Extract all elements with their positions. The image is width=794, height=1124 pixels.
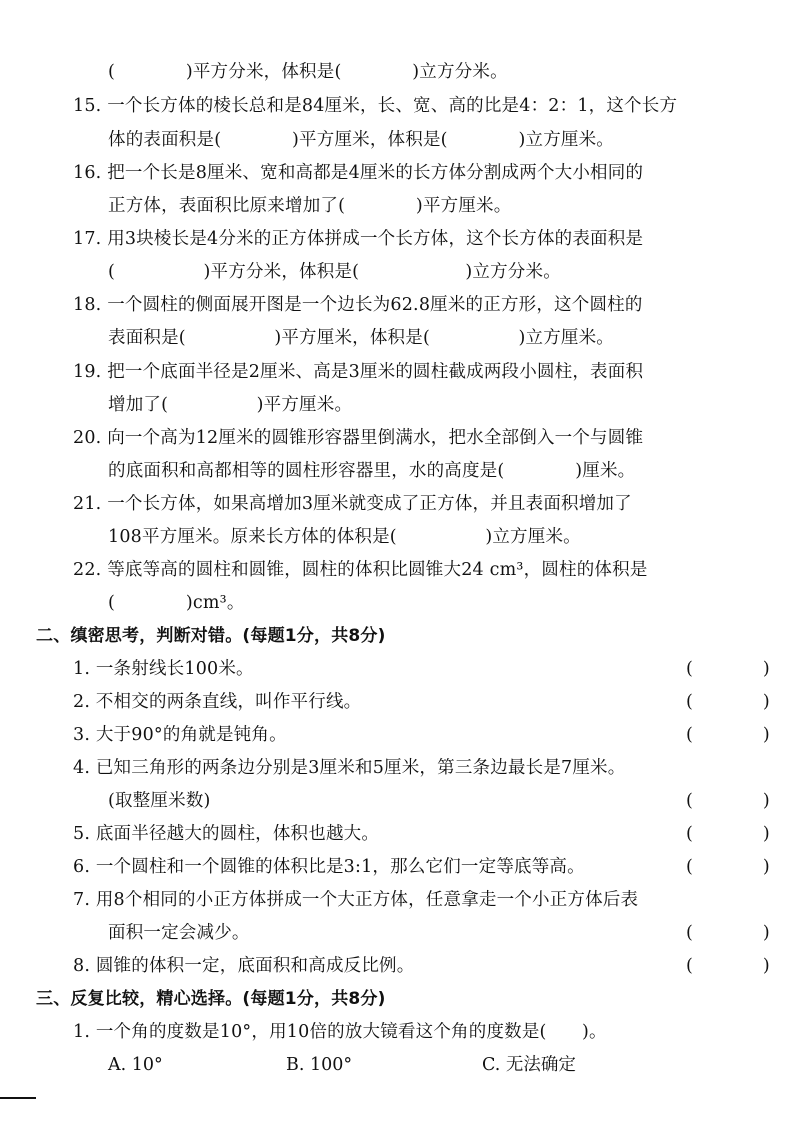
s2-q2: 2. 不相交的两条直线，叫作平行线。 [73,692,362,712]
s2-q3: 3. 大于90°的角就是钝角。 [73,725,287,745]
s2-q4-answer[interactable]: ( ) [686,791,770,811]
s2-q1-answer[interactable]: ( ) [686,659,770,679]
s2-q4-line1: 4. 已知三角形的两条边分别是3厘米和5厘米，第三条边最长是7厘米。 [73,758,626,778]
s3-q1-option-c[interactable]: C. 无法确定 [482,1055,576,1075]
s2-q7-line2: 面积一定会减少。 [108,923,250,943]
q21-line1: 21. 一个长方体，如果高增加3厘米就变成了正方体，并且表面积增加了 [73,494,632,514]
q17-line2: ( )平方分米，体积是( )立方分米。 [108,262,561,282]
s3-q1-option-a[interactable]: A. 10° [108,1055,163,1075]
s2-q7-answer[interactable]: ( ) [686,923,770,943]
s2-q8: 8. 圆锥的体积一定，底面积和高成反比例。 [73,956,415,976]
s2-q2-answer[interactable]: ( ) [686,692,770,712]
q16-line2: 正方体，表面积比原来增加了( )平方厘米。 [108,196,512,216]
q20-line2: 的底面积和高都相等的圆柱形容器里，水的高度是( )厘米。 [108,461,636,481]
section2-title: 二、缜密思考，判断对错。(每题1分，共8分) [36,626,386,646]
s2-q6: 6. 一个圆柱和一个圆锥的体积比是3:1，那么它们一定等底等高。 [73,857,585,877]
q17-line1: 17. 用3块棱长是4分米的正方体拼成一个长方体，这个长方体的表面积是 [73,229,644,249]
q19-line2: 增加了( )平方厘米。 [108,395,353,415]
s2-q5-answer[interactable]: ( ) [686,824,770,844]
q22-line1: 22. 等底等高的圆柱和圆锥，圆柱的体积比圆锥大24 cm³，圆柱的体积是 [73,560,648,580]
q18-line1: 18. 一个圆柱的侧面展开图是一个边长为62.8厘米的正方形，这个圆柱的 [73,295,643,315]
s2-q7-line1: 7. 用8个相同的小正方体拼成一个大正方体，任意拿走一个小正方体后表 [73,890,639,910]
q16-line1: 16. 把一个长是8厘米、宽和高都是4厘米的长方体分割成两个大小相同的 [73,163,644,183]
s2-q5: 5. 底面半径越大的圆柱，体积也越大。 [73,824,380,844]
page-edge-mark [0,1097,36,1099]
q20-line1: 20. 向一个高为12厘米的圆锥形容器里倒满水，把水全部倒入一个与圆锥 [73,428,644,448]
q15-line2: 体的表面积是( )平方厘米，体积是( )立方厘米。 [108,130,615,150]
q22-line2: ( )cm³。 [108,593,245,613]
s3-q1-option-b[interactable]: B. 100° [286,1055,353,1075]
section3-title: 三、反复比较，精心选择。(每题1分，共8分) [36,989,386,1009]
s2-q1: 1. 一条射线长100米。 [73,659,254,679]
s3-q1: 1. 一个角的度数是10°，用10倍的放大镜看这个角的度数是( )。 [73,1022,607,1042]
q18-line2: 表面积是( )平方厘米，体积是( )立方厘米。 [108,328,615,348]
s2-q8-answer[interactable]: ( ) [686,956,770,976]
q21-line2: 108平方厘米。原来长方体的体积是( )立方厘米。 [108,527,581,547]
s2-q6-answer[interactable]: ( ) [686,857,770,877]
q19-line1: 19. 把一个底面半径是2厘米、高是3厘米的圆柱截成两段小圆柱，表面积 [73,362,644,382]
continuation-line: ( )平方分米，体积是( )立方分米。 [108,62,508,82]
s2-q4-line2: (取整厘米数) [108,791,211,811]
q15-line1: 15. 一个长方体的棱长总和是84厘米，长、宽、高的比是4：2：1，这个长方 [73,96,678,116]
s2-q3-answer[interactable]: ( ) [686,725,770,745]
